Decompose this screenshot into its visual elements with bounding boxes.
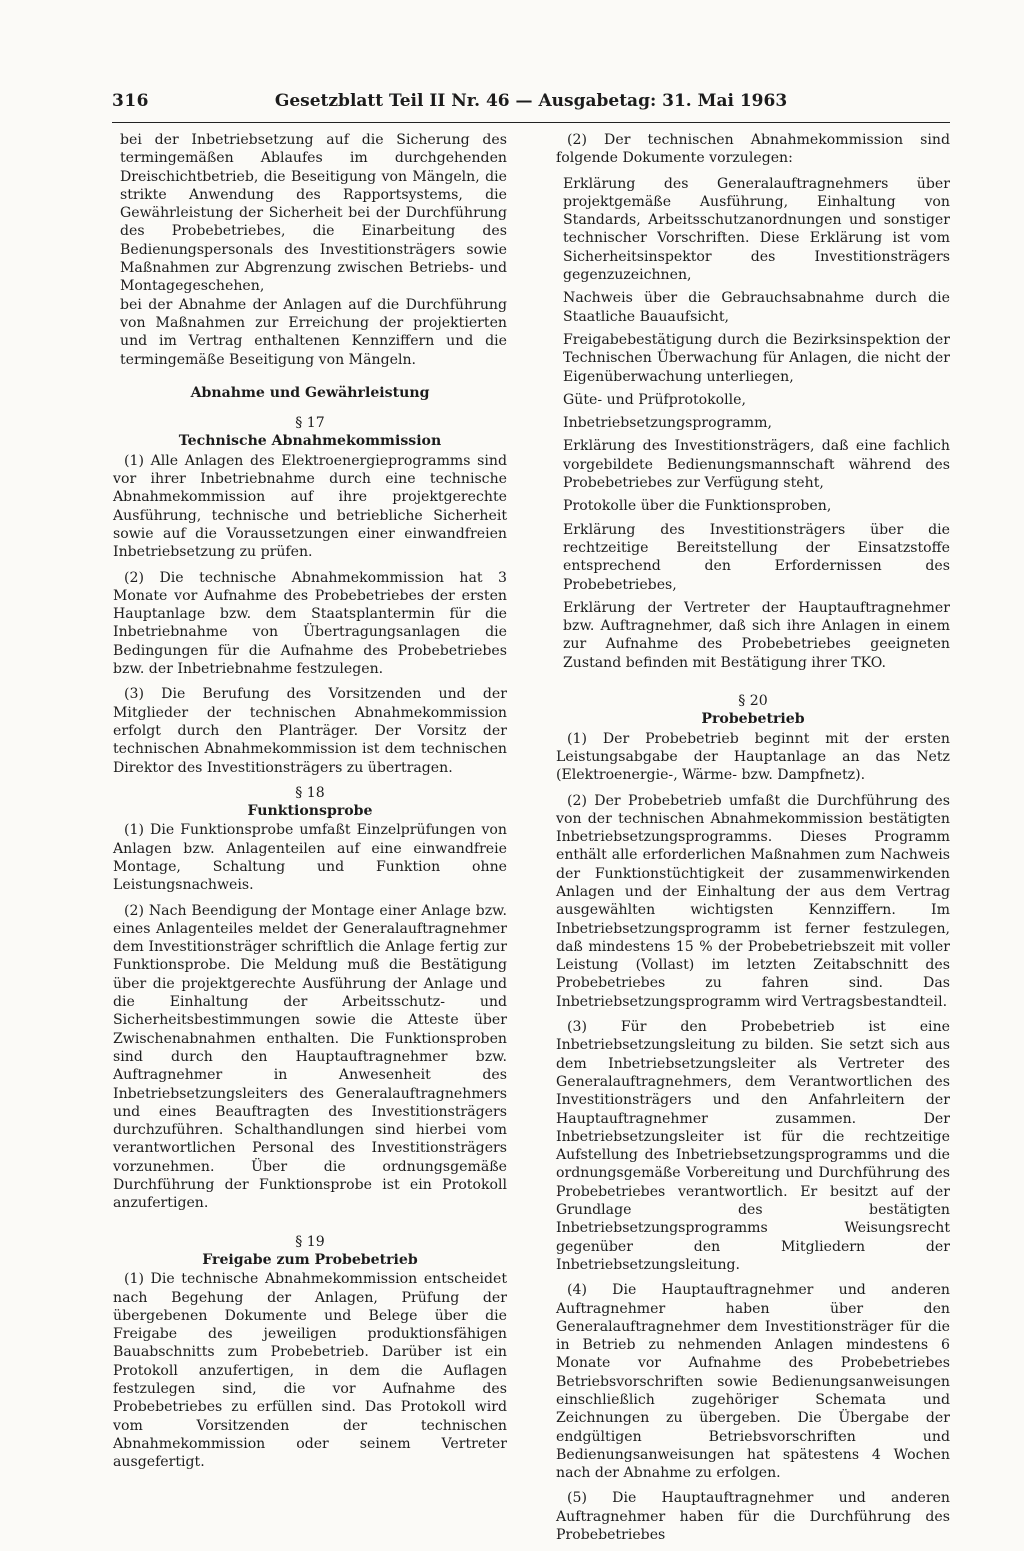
running-title: Gesetzblatt Teil II Nr. 46 — Ausgabetag: 31. Mai 1963 [274, 91, 788, 111]
documents-list [556, 175, 950, 672]
list-item: Freigabebestätigung durch die Bezirksinspektion der Technischen Überwachung für Anlagen, die nicht der Eigenüberwachung unterliegen, [563, 331, 950, 385]
intro-item-1: bei der Inbetriebsetzung auf die Sicherung des termingemäßen Ablaufes im durchgehenden Dreischichtbetrieb, die Beseitigung von Mängeln, die strikte Anwendung des Rapportsystems, die Gewährleistung der Sicherheit bei der Durchführung des Probebetriebes, die Einarbeitung des Bedienungspersonals des Investitionsträgers sowie Maßnahmen zur Abgrenzung zwischen Betriebs- und Montagegeschehen, [120, 132, 507, 295]
section-17-para-1: (1) Alle Anlagen des Elektroenergieprogramms sind vor ihrer Inbetriebnahme durch eine technische Abnahmekommission auf ihre projektgerechte Ausführung, technische und betriebliche Sicherheit sowie auf die Voraussetzungen einer einwandfreien Inbetriebsetzung zu prüfen. [113, 452, 507, 561]
section-20-number: § 20 [738, 693, 768, 710]
section-18-title: Funktionsprobe [247, 803, 373, 820]
section-20-para-3: (3) Für den Probebetrieb ist eine Inbetriebsetzungsleitung zu bilden. Sie setzt sich aus dem Inbetriebsetzungsleiter als Vertreter des Generalauftragnehmers, dem Verantwortlichen des Investitionsträgers und den Anfahrleitern der Hauptauftragnehmer zusammen. Der Inbetriebsetzungsleiter ist für die rechtzeitige Aufstellung des Inbetriebsetzungsprogramms und die ordnungsgemäße Vorbereitung und Durchführung des Probebetriebes verantwortlich. Er besitzt auf der Grundlage des bestätigten Inbetriebsetzungsprogramms Weisungsrecht gegenüber den Mitgliedern der Inbetriebsetzungsleitung. [556, 1019, 950, 1273]
section-18-number: § 18 [295, 784, 325, 801]
list-item: Güte- und Prüfprotokolle, [563, 391, 747, 408]
list-item: Inbetriebsetzungsprogramm, [563, 415, 772, 432]
left-column [113, 131, 507, 1478]
intro-item-2: bei der Abnahme der Anlagen auf die Durchführung von Maßnahmen zur Erreichung der projektierten und im Vertrag enthaltenen Kennziffern und die termingemäße Beseitigung von Mängeln. [120, 296, 507, 368]
section-20-title: Probebetrieb [701, 711, 805, 728]
section-20-para-1: (1) Der Probebetrieb beginnt mit der ersten Leistungsabgabe der Hauptanlage an das Netz (Elektroenergie-, Wärme- bzw. Dampfnetz). [556, 730, 950, 784]
section-20-para-5: (5) Die Hauptauftragnehmer und anderen Auftragnehmer haben für die Durchführung des Probebetriebes [556, 1490, 950, 1544]
section-17-title: Technische Abnahmekommission [178, 433, 442, 450]
section-18-para-1: (1) Die Funktionsprobe umfaßt Einzelprüfungen von Anlagen bzw. Anlagenteilen auf eine einwandfreie Montage, Schaltung und Funktion ohne Leistungsnachweis. [113, 822, 507, 894]
section-17-para-2: (2) Die technische Abnahmekommission hat 3 Monate vor Aufnahme des Probebetriebes der ersten Hauptanlage bzw. dem Staatsplantermin für die Inbetriebnahme von Übertragungsanlagen die Bedingungen für die Aufnahme des Probebetriebes bzw. der Inbetriebnahme festzulegen. [113, 569, 507, 678]
intro-list [113, 131, 507, 369]
section-19-para-1: (1) Die technische Abnahmekommission entscheidet nach Begehung der Anlagen, Prüfung der übergebenen Dokumente und Belege über die Freigabe des jeweiligen produktionsfähigen Bauabschnitts zum Probebetrieb. Darüber ist ein Protokoll anzufertigen, in dem die Auflagen festzulegen sind, die vor Aufnahme des Probebetriebes zu erfüllen sind. Das Protokoll wird vom Vorsitzenden der technischen Abnahmekommission oder seinem Vertreter ausgefertigt. [113, 1271, 507, 1471]
chapter-heading: Abnahme und Gewährleistung [190, 384, 430, 401]
page-number: 316 [112, 91, 149, 111]
section-20-para-4: (4) Die Hauptauftragnehmer und anderen Auftragnehmer haben über den Generalauftragnehmer dem Investitionsträger für die in Betrieb zu nehmenden Anlagen mindestens 6 Monate vor Aufnahme des Probebetriebes Betriebsvorschriften sowie Bedienungsanweisungen einschließlich zugehöriger Schemata und Zeichnungen zu übergeben. Die Übergabe der endgültigen Betriebsvorschriften und Bedienungsanweisungen hat spätestens 4 Wochen nach der Abnahme zu erfolgen. [556, 1282, 950, 1482]
section-18-para-2: (2) Nach Beendigung der Montage einer Anlage bzw. eines Anlagenteiles meldet der Generalauftragnehmer dem Investitionsträger schriftlich die Anlage fertig zur Funktionsprobe. Die Meldung muß die Bestätigung über die projektgerechte Ausführung der Anlage und die Einhaltung der Arbeitsschutz- und Sicherheitsbestimmungen sowie die Atteste über Zwischenabnahmen enthalten. Die Funktionsproben sind durch den Hauptauftragnehmer bzw. Auftragnehmer in Anwesenheit des Inbetriebsetzungsleiters des Generalauftragnehmers und eines Beauftragten des Investitionsträgers durchzuführen. Schalthandlungen sind hierbei vom verantwortlichen Personal des Investitionsträgers vorzunehmen. Über die ordnungsgemäße Durchführung der Funktionsprobe ist ein Protokoll anzufertigen. [113, 902, 507, 1212]
section-19-number: § 19 [295, 1233, 325, 1250]
list-item: Erklärung der Vertreter der Hauptauftragnehmer bzw. Auftragnehmer, daß sich ihre Anlagen in einem zur Aufnahme des Probebetriebes geeigneten Zustand befinden mit Bestätigung ihrer TKO. [563, 599, 950, 671]
section-20-para-2: (2) Der Probebetrieb umfaßt die Durchführung des von der technischen Abnahmekommission bestätigten Inbetriebsetzungsprogramms. Dieses Programm enthält alle erforderlichen Maßnahmen zum Nachweis der Funktionstüchtigkeit der zusammenwirkenden Anlagen und der Einhaltung der aus dem Vertrag ausgewählten wichtigsten Kennziffern. Im Inbetriebsetzungsprogramm ist ferner festzulegen, daß mindestens 15 % der Probebetriebszeit mit voller Leistung (Vollast) im letzten Zeitabschnitt des Probebetriebes zu fahren sind. Das Inbetriebsetzungsprogramm wird Vertragsbestandteil. [556, 792, 950, 1010]
list-item: Erklärung des Generalauftragnehmers über projektgemäße Ausführung, Einhaltung von Standards, Arbeitsschutzanordnungen und sonstiger technischer Vorschriften. Diese Erklärung ist vom Sicherheitsinspektor des Investitionsträgers gegenzuzeichnen, [563, 175, 950, 284]
list-item: Protokolle über die Funktionsproben, [563, 498, 832, 515]
right-column [556, 131, 950, 1551]
section-19-title: Freigabe zum Probebetrieb [202, 1251, 418, 1268]
list-item: Erklärung des Investitionsträgers über die rechtzeitige Bereitstellung der Einsatzstoffe entsprechend den Erfordernissen des Probebetriebes, [563, 521, 950, 593]
section-19-para-2-intro: (2) Der technischen Abnahmekommission sind folgende Dokumente vorzulegen: [556, 132, 950, 167]
section-17-para-3: (3) Die Berufung des Vorsitzenden und der Mitglieder der technischen Abnahmekommission erfolgt durch den Planträger. Der Vorsitz der technischen Abnahmekommission ist dem technischen Direktor des Investitionsträgers zu übertragen. [113, 686, 507, 776]
section-17-number: § 17 [295, 415, 325, 432]
list-item: Erklärung des Investitionsträgers, daß eine fachlich vorgebildete Bedienungsmannschaft während des Probebetriebes zur Verfügung steht, [563, 438, 950, 492]
header-rule [112, 122, 950, 123]
list-item: Nachweis über die Gebrauchsabnahme durch die Staatliche Bauaufsicht, [563, 290, 950, 325]
